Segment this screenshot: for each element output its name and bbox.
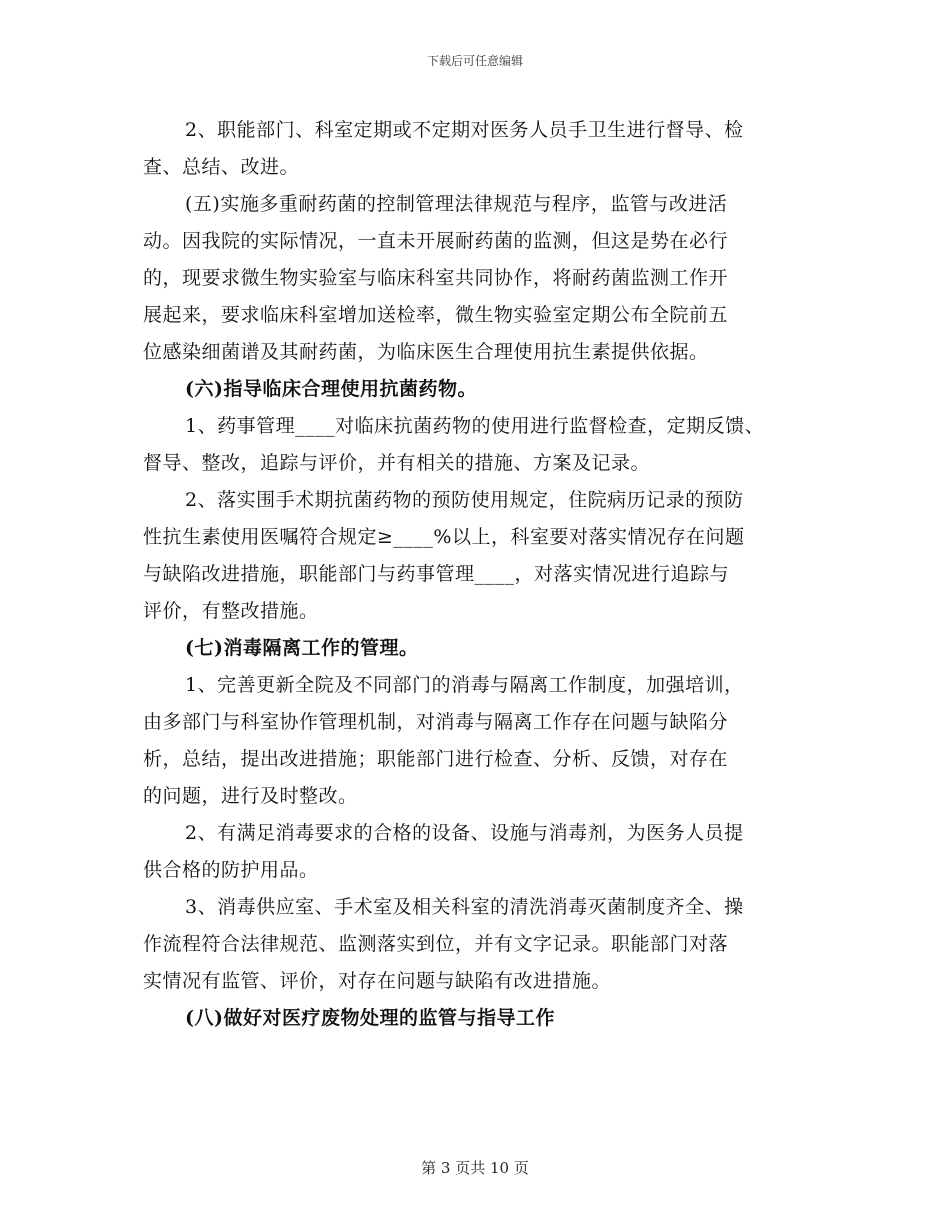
text-line: 查、总结、改进。 <box>143 156 300 178</box>
text-line: 3、消毒供应室、手术室及相关科室的清洗消毒灭菌制度齐全、操 <box>185 896 744 918</box>
paragraph-section-7-item-3 <box>143 889 833 1000</box>
text-line: 督导、整改，追踪与评价，并有相关的措施、方案及记录。 <box>143 452 651 474</box>
paragraph-hand-hygiene-2 <box>143 112 833 186</box>
text-line: 位感染细菌谱及其耐药菌，为临床医生合理使用抗生素提供依据。 <box>143 341 709 363</box>
paragraph-section-7-item-1 <box>143 667 833 815</box>
section-heading-7 <box>143 630 833 667</box>
heading-line: (八)做好对医疗废物处理的监管与指导工作 <box>185 1007 555 1029</box>
text-line: 作流程符合法律规范、监测落实到位，并有文字记录。职能部门对落 <box>143 933 729 955</box>
heading-line: (六)指导临床合理使用抗菌药物。 <box>185 378 477 400</box>
text-line: 析，总结，提出改进措施；职能部门进行检查、分析、反馈，对存在 <box>143 748 729 770</box>
text-line: 1、完善更新全院及不同部门的消毒与隔离工作制度，加强培训， <box>185 674 744 696</box>
text-line: 的，现要求微生物实验室与临床科室共同协作，将耐药菌监测工作开 <box>143 267 729 289</box>
text-line: 的问题，进行及时整改。 <box>143 785 358 807</box>
text-line: 实情况有监管、评价，对存在问题与缺陷有改进措施。 <box>143 970 612 992</box>
page-number-footer: 第 3 页共 10 页 <box>421 1159 529 1177</box>
paragraph-section-5 <box>143 186 833 371</box>
text-line: 供合格的防护用品。 <box>143 859 319 881</box>
paragraph-section-7-item-2 <box>143 815 833 889</box>
text-line: 2、落实围手术期抗菌药物的预防使用规定，住院病历记录的预防 <box>185 489 744 511</box>
text-line: 展起来，要求临床科室增加送检率，微生物实验室定期公布全院前五 <box>143 304 729 326</box>
text-line: 由多部门与科室协作管理机制，对消毒与隔离工作存在问题与缺陷分 <box>143 711 729 733</box>
section-heading-8 <box>143 1000 833 1037</box>
text-line: 评价，有整改措施。 <box>143 600 319 622</box>
page-header: 下载后可任意编辑 <box>426 54 523 68</box>
text-line: 2、有满足消毒要求的合格的设备、设施与消毒剂，为医务人员提 <box>185 822 744 844</box>
heading-line: (七)消毒隔离工作的管理。 <box>185 637 419 659</box>
document-body <box>143 112 833 1037</box>
text-line: 1、药事管理____对临床抗菌药物的使用进行监督检查，定期反馈、 <box>185 415 765 437</box>
text-line: 动。因我院的实际情况，一直未开展耐药菌的监测，但这是势在必行 <box>143 230 729 252</box>
text-line: 2、职能部门、科室定期或不定期对医务人员手卫生进行督导、检 <box>185 119 744 141</box>
section-heading-6 <box>143 371 833 408</box>
text-line: 与缺陷改进措施，职能部门与药事管理____，对落实情况进行追踪与 <box>143 563 730 585</box>
paragraph-section-6-item-1 <box>143 408 833 482</box>
paragraph-section-6-item-2 <box>143 482 833 630</box>
text-line: 性抗生素使用医嘱符合规定≥____%以上，科室要对落实情况存在问题 <box>143 526 745 548</box>
text-line: (五)实施多重耐药菌的控制管理法律规范与程序，监管与改进活 <box>185 193 728 215</box>
